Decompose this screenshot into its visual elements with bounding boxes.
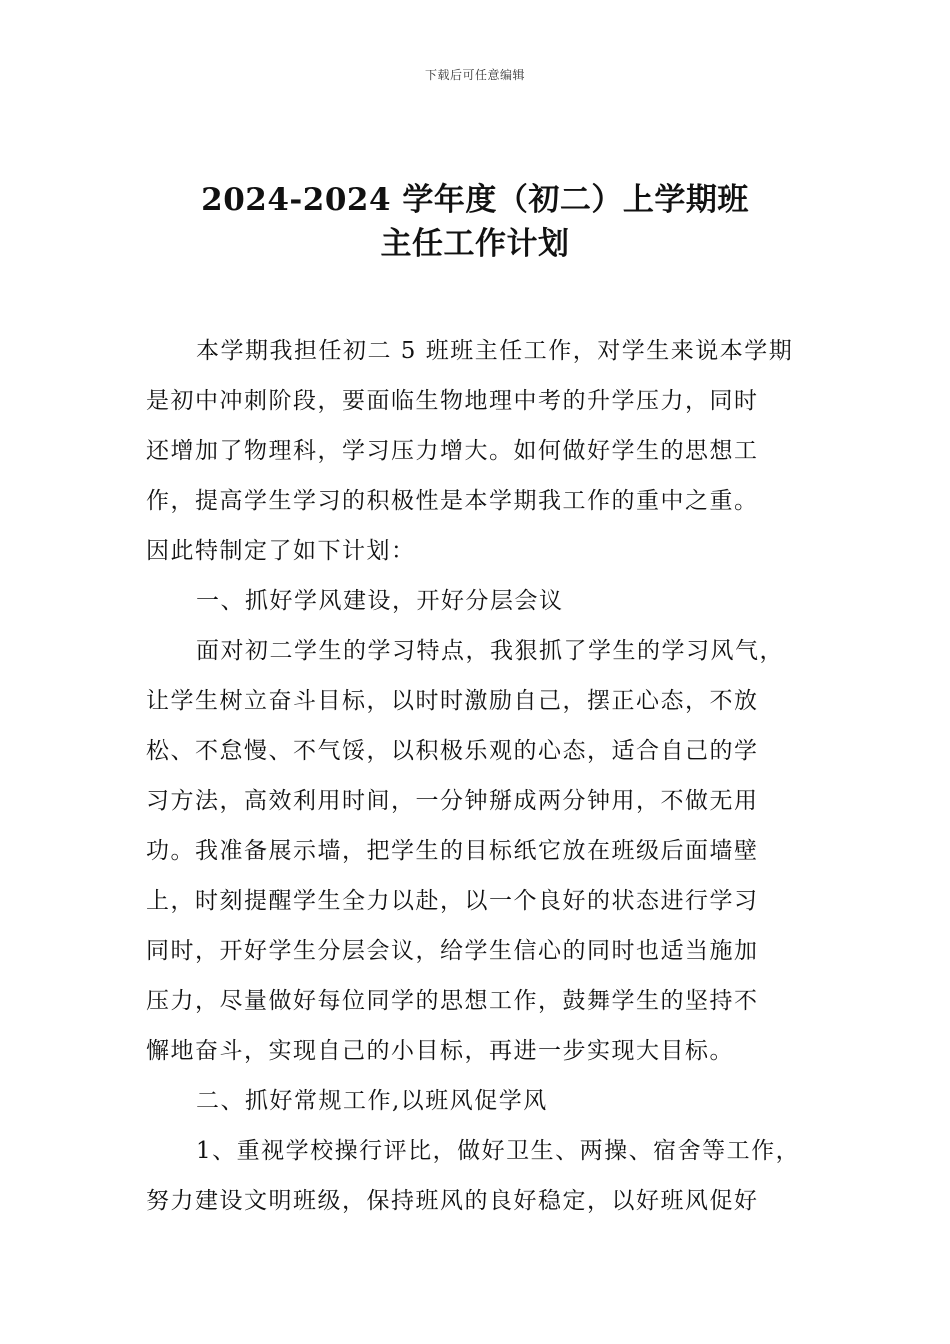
paragraph-line: 努力建设文明班级，保持班风的良好稳定，以好班风促好 (146, 1188, 759, 1214)
paragraph-line: 上，时刻提醒学生全力以赴，以一个良好的状态进行学习 (146, 888, 759, 914)
paragraph-line: 1、重视学校操行评比，做好卫生、两操、宿舍等工作， (196, 1138, 801, 1164)
title-line-2: 主任工作计划 (380, 226, 570, 262)
paragraph-line: 让学生树立奋斗目标，以时时激励自己，摆正心态，不放 (146, 688, 759, 714)
paragraph-line: 还增加了物理科，学习压力增大。如何做好学生的思想工 (146, 438, 759, 464)
paragraph-line: 习方法，高效利用时间，一分钟掰成两分钟用，不做无用 (146, 788, 759, 814)
paragraph-line: 面对初二学生的学习特点，我狠抓了学生的学习风气， (196, 638, 784, 664)
title-line-1: 2024-2024 学年度（初二）上学期班 (201, 182, 749, 218)
paragraph-line: 同时，开好学生分层会议，给学生信心的同时也适当施加 (146, 938, 759, 964)
paragraph-line: 因此特制定了如下计划： (146, 538, 416, 564)
paragraph-line: 功。我准备展示墙，把学生的目标纸它放在班级后面墙壁 (146, 838, 759, 864)
document-title (0, 178, 950, 266)
paragraph-line: 懈地奋斗，实现自己的小目标，再进一步实现大目标。 (146, 1038, 734, 1064)
paragraph-line: 本学期我担任初二 5 班班主任工作，对学生来说本学期 (196, 338, 794, 364)
paragraph-line: 作，提高学生学习的积极性是本学期我工作的重中之重。 (146, 488, 759, 514)
section-heading: 二、抓好常规工作,以班风促学风 (196, 1088, 548, 1114)
document-body (146, 326, 808, 1226)
paragraph-line: 是初中冲刺阶段，要面临生物地理中考的升学压力，同时 (146, 388, 759, 414)
paragraph-line: 压力，尽量做好每位同学的思想工作，鼓舞学生的坚持不 (146, 988, 759, 1014)
section-heading: 一、抓好学风建设，开好分层会议 (196, 588, 564, 614)
paragraph-line: 松、不怠慢、不气馁，以积极乐观的心态，适合自己的学 (146, 738, 759, 764)
header-note: 下载后可任意编辑 (424, 68, 525, 82)
